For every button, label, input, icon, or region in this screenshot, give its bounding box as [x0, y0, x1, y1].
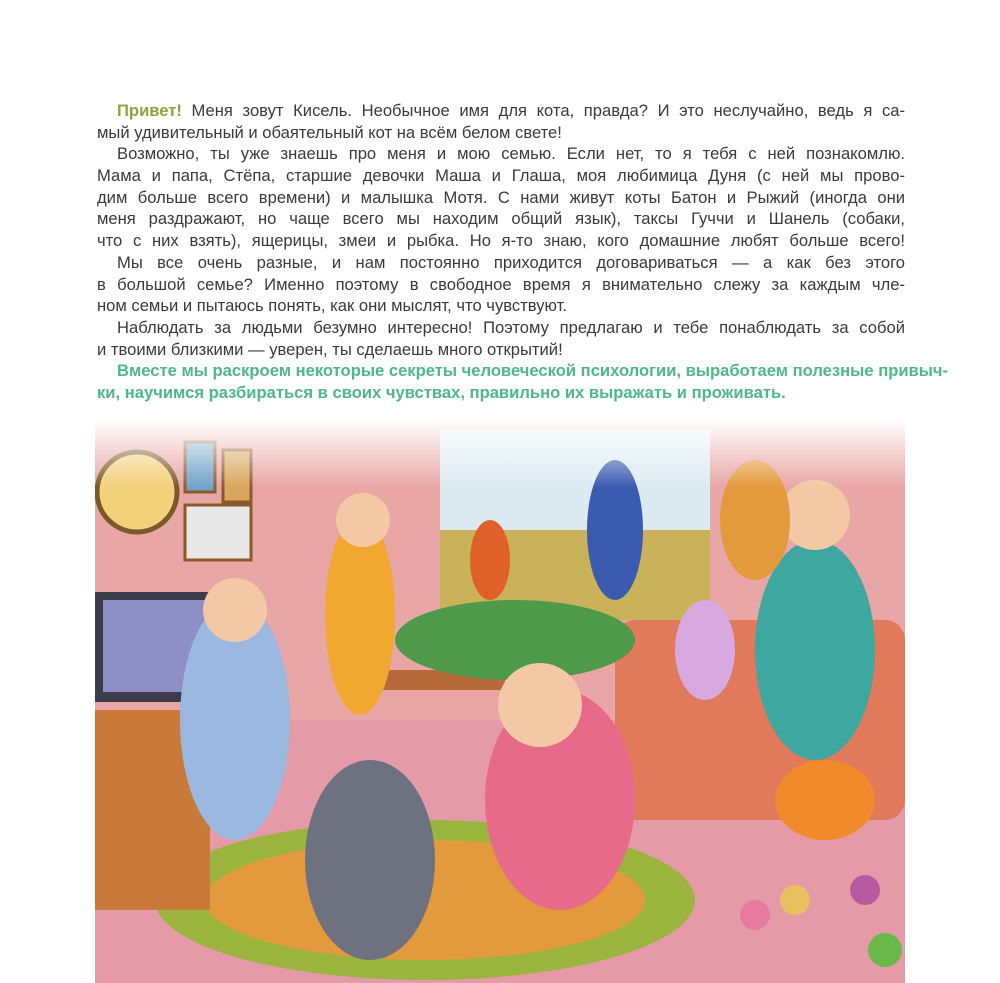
highlight-line: Вместе мы раскроем некоторые секреты человеческой психологии, выработаем полезные привыч- [117, 361, 949, 381]
text-line: Мы все очень разные, и нам постоянно приходится договариваться — а как без этого [117, 252, 905, 272]
text-line: в большой семье? Именно поэтому в свободное время я внимательно слежу за каждым чле- [97, 274, 905, 294]
text-line: и твоими близкими — уверен, ты сделаешь много открытий! [97, 339, 563, 359]
intro-text [97, 100, 949, 404]
text-line: ном семьи и пытаюсь понять, как они мыслят, что чувствуют. [97, 296, 567, 316]
text-line: дим больше всего времени) и малышка Мотя. С нами живут коты Батон и Рыжий (иногда они [97, 187, 905, 207]
text-line: Мама и папа, Стёпа, старшие девочки Маша и Глаша, моя любимица Дуня (с ней мы прово- [97, 166, 905, 186]
text-line: Наблюдать за людьми безумно интересно! Поэтому предлагаю и тебе понаблюдать за собой [117, 317, 905, 337]
family-illustration [95, 420, 905, 983]
text-line: Возможно, ты уже знаешь про меня и мою семью. Если нет, то я тебя с ней познакомлю. [117, 144, 905, 164]
text-line: меня раздражают, но чаще всего мы находим общий язык), таксы Гуччи и Шанель (собаки, [97, 209, 905, 229]
top-fade [95, 420, 905, 983]
text-line: что с них взять), ящерицы, змеи и рыбка. Но я-то знаю, кого домашние любят больше всего! [97, 231, 905, 251]
text-line: Привет! Меня зовут Кисель. Необычное имя для кота, правда? И это неслучайно, ведь я са- [117, 101, 905, 120]
highlight-line: ки, научимся разбираться в своих чувствах, правильно их выражать и проживать. [97, 382, 786, 402]
text-line: мый удивительный и обаятельный кот на всём белом свете! [97, 122, 562, 142]
greeting: Привет! [117, 101, 182, 120]
